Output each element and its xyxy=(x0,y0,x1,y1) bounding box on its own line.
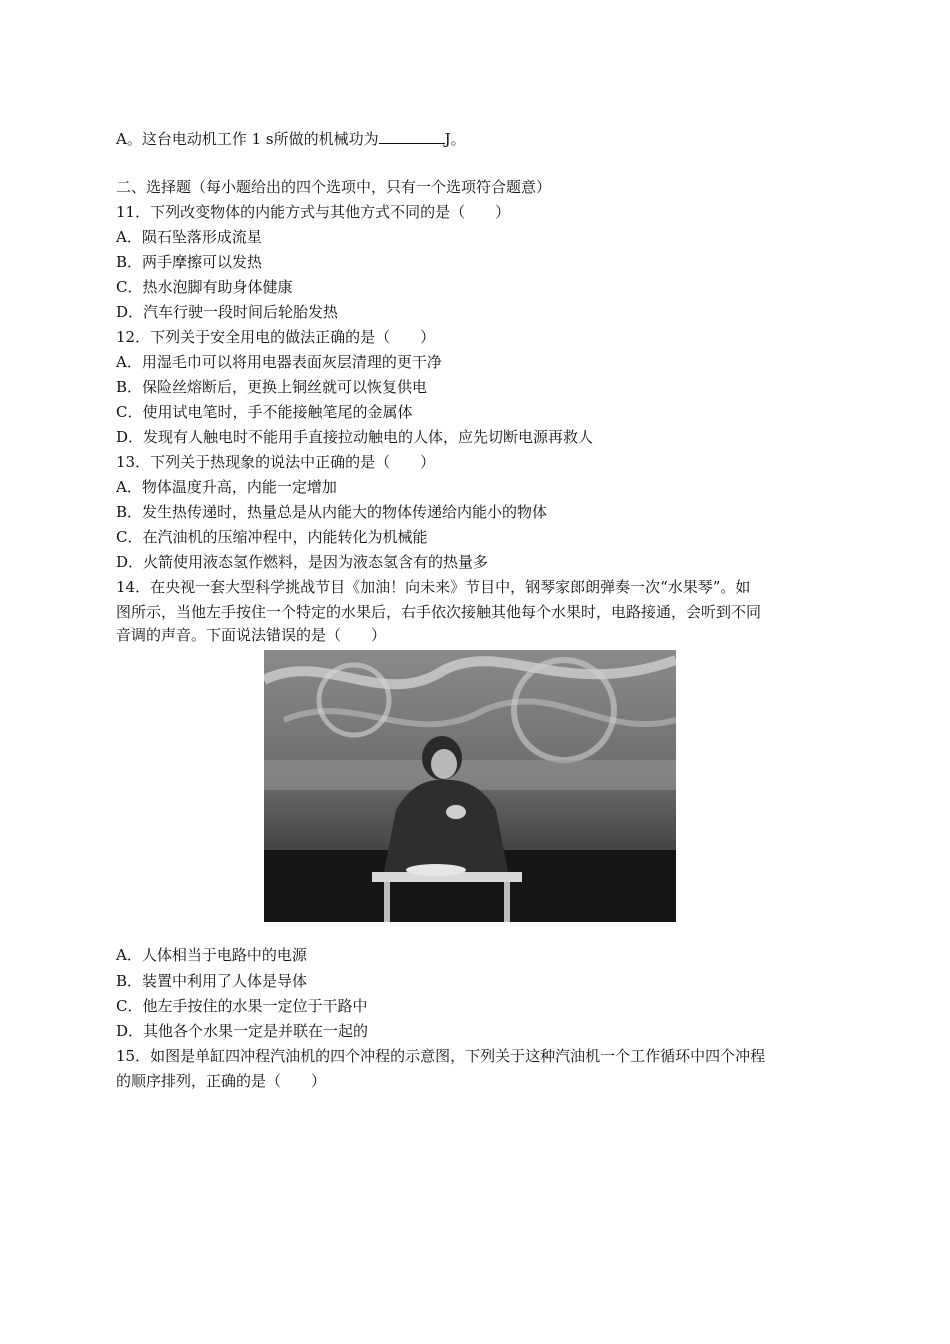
q10-tail: A。这台电动机工作 1 s所做的机械功为 J。 xyxy=(116,130,466,148)
q12-option-b: B．保险丝熔断后，更换上铜丝就可以恢复供电 xyxy=(116,378,428,396)
q11-option-c: C．热水泡脚有助身体健康 xyxy=(116,278,293,296)
q14-option-a: A．人体相当于电路中的电源 xyxy=(116,946,307,964)
q15-stem-line-1: 15．如图是单缸四冲程汽油机的四个冲程的示意图，下列关于这种汽油机一个工作循环中四个冲程 xyxy=(116,1047,766,1065)
q12-option-d: D．发现有人触电时不能用手直接拉动触电的人体，应先切断电源再救人 xyxy=(116,428,594,446)
fruit-piano-photo xyxy=(264,650,676,922)
q14-option-b: B．装置中利用了人体是导体 xyxy=(116,972,308,990)
q13-option-c: C．在汽油机的压缩冲程中，内能转化为机械能 xyxy=(116,528,428,546)
q12-stem: 12．下列关于安全用电的做法正确的是（ ） xyxy=(116,328,436,346)
q11-option-a: A．陨石坠落形成流星 xyxy=(116,228,262,246)
q14-option-c: C．他左手按住的水果一定位于干路中 xyxy=(116,997,368,1015)
q14-stem-line-3: 音调的声音。下面说法错误的是（ ） xyxy=(116,626,387,644)
q13-stem: 13．下列关于热现象的说法中正确的是（ ） xyxy=(116,453,436,471)
q11-option-d: D．汽车行驶一段时间后轮胎发热 xyxy=(116,303,339,321)
q14-stem-line-2: 图所示，当他左手按住一个特定的水果后，右手依次接触其他每个水果时，电路接通，会听到不同 xyxy=(116,603,762,621)
q13-option-d: D．火箭使用液态氢作燃料，是因为液态氢含有的热量多 xyxy=(116,553,489,571)
q12-option-c: C．使用试电笔时，手不能接触笔尾的金属体 xyxy=(116,403,413,421)
q11-stem: 11．下列改变物体的内能方式与其他方式不同的是（ ） xyxy=(116,203,511,221)
q15-stem-line-2: 的顺序排列，正确的是（ ） xyxy=(116,1072,327,1090)
q12-option-a: A．用湿毛巾可以将用电器表面灰层清理的更干净 xyxy=(116,353,442,371)
q13-option-b: B．发生热传递时，热量总是从内能大的物体传递给内能小的物体 xyxy=(116,503,548,521)
fruit-piano-photo-illustration xyxy=(264,650,676,922)
q14-stem-line-1: 14．在央视一套大型科学挑战节目《加油！向未来》节目中，钢琴家郎朗弹奏一次“水果琴”。如 xyxy=(116,578,751,596)
q11-option-b: B．两手摩擦可以发热 xyxy=(116,253,263,271)
answer-blank xyxy=(379,129,445,144)
section-heading: 二、选择题（每小题给出的四个选项中，只有一个选项符合题意） xyxy=(116,178,552,196)
q14-option-d: D．其他各个水果一定是并联在一起的 xyxy=(116,1022,369,1040)
q13-option-a: A．物体温度升高，内能一定增加 xyxy=(116,478,337,496)
